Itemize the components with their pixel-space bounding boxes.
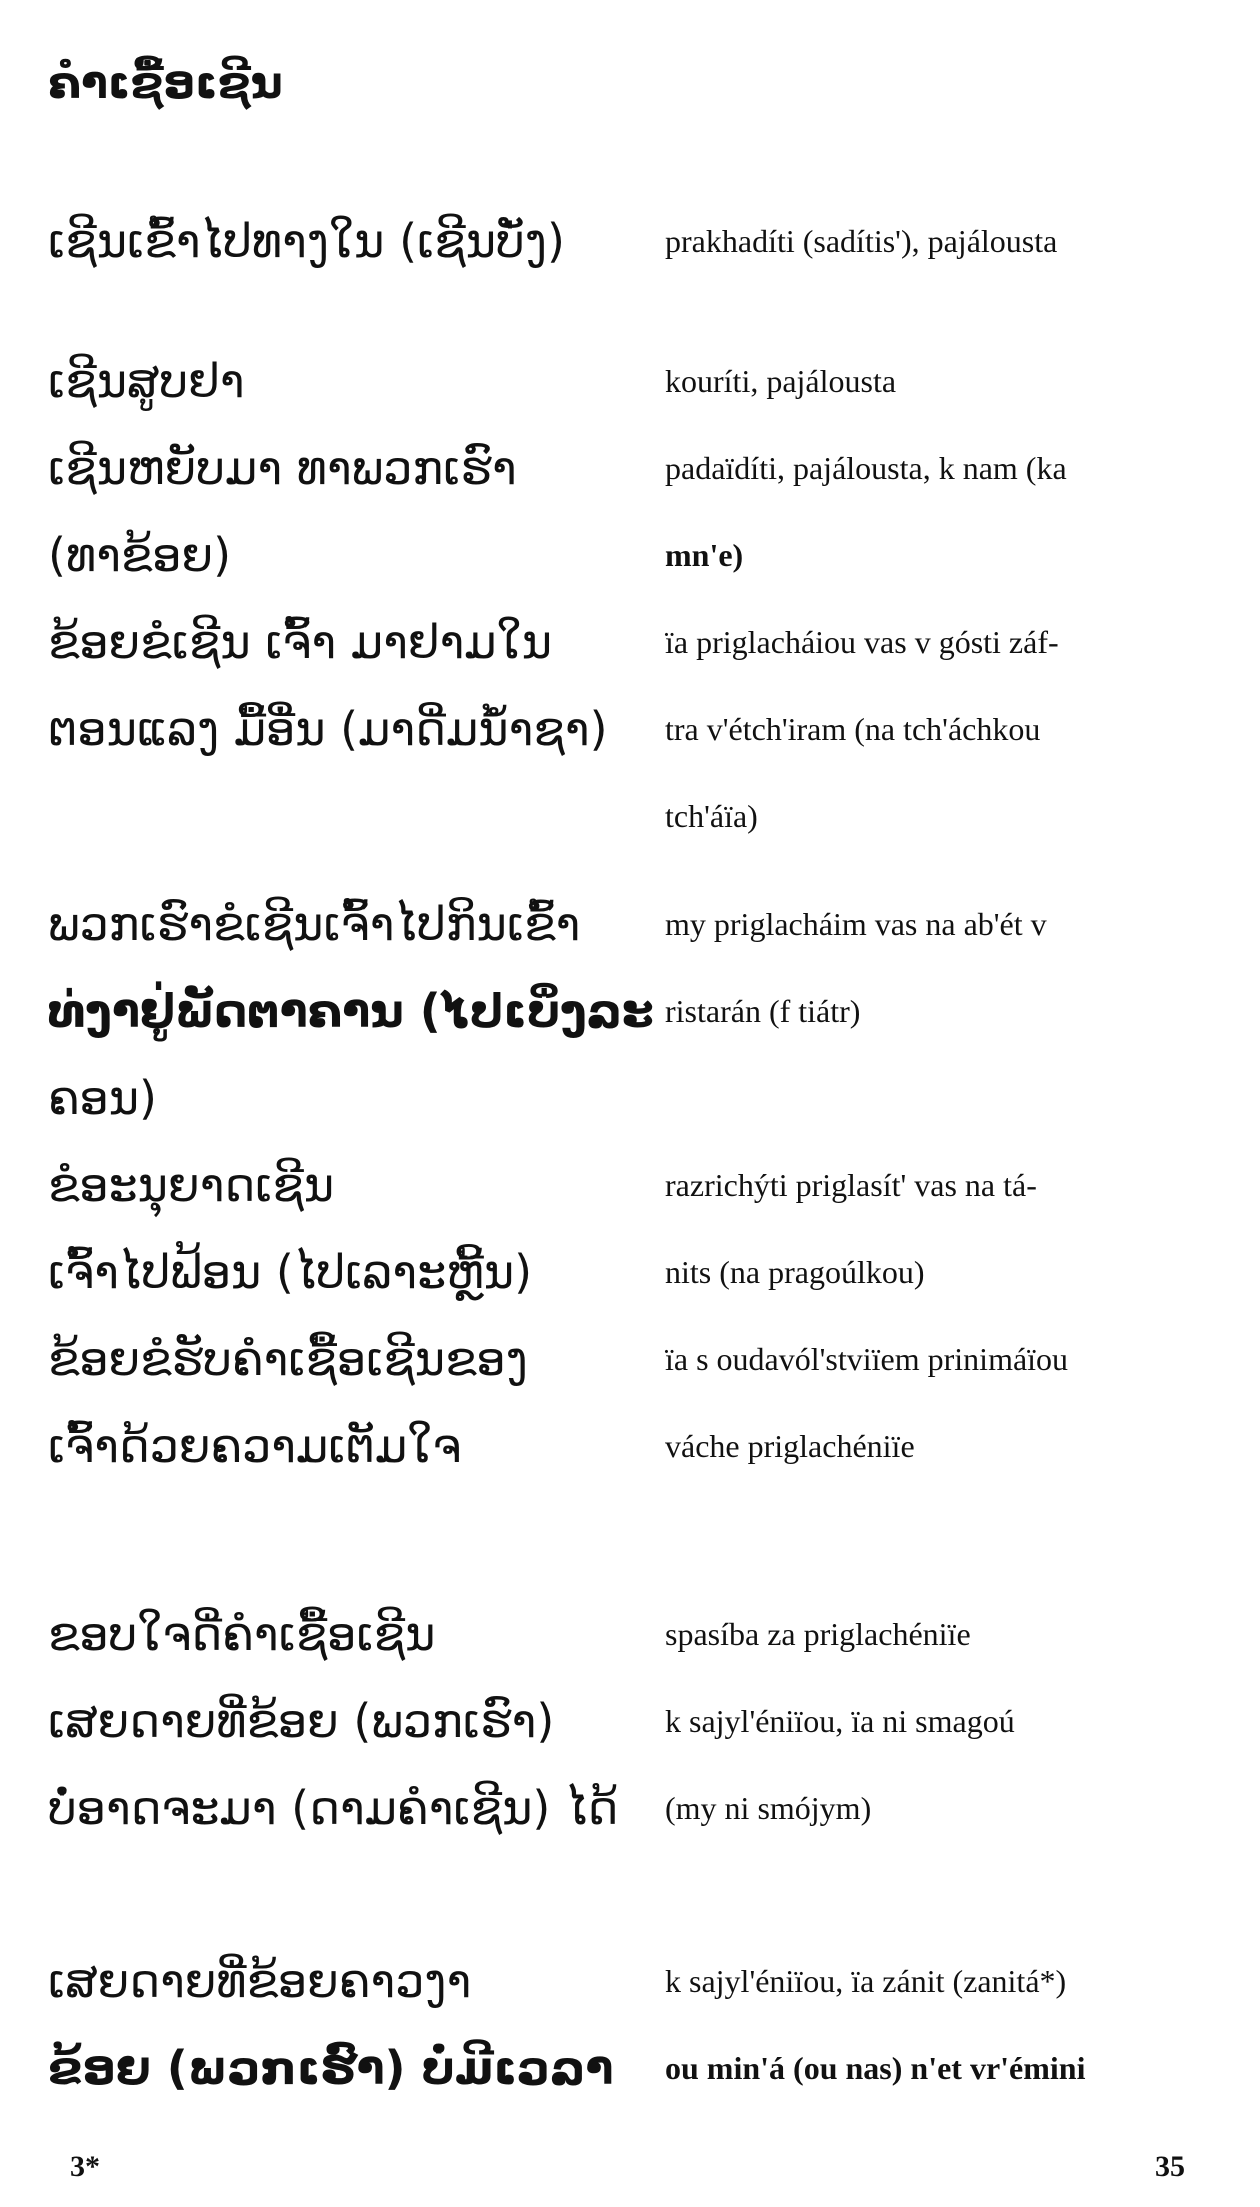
russian-translit: (my ni smójym) (665, 1790, 872, 1826)
phrase-row (0, 1685, 1260, 1757)
phrase-row (0, 1149, 1260, 1221)
phrase-row (0, 1236, 1260, 1308)
phrase-row (0, 1062, 1260, 1134)
russian-translit: padaïdíti, pajálousta, k nam (ka (665, 450, 1067, 486)
lao-phrase: ຂ້ອຍຂໍຮັບຄຳເຊື້ອເຊີນຂອງ (48, 1332, 528, 1386)
signature-mark: 3* (70, 2150, 100, 2183)
lao-phrase: ຂ້ອຍຂໍເຊີນ ເຈົ້າ ມາຢາມໃນ (48, 615, 553, 669)
phrase-row (0, 693, 1260, 765)
russian-translit: ïa s oudavól'stviïem prinimáïou (665, 1341, 1069, 1377)
lao-phrase: ບໍ່ອາດຈະມາ (ດາມຄຳເຊີນ) ໄດ້ (48, 1781, 619, 1835)
lao-phrase: ເຈົ້າດ້ວຍຄວາມເຕັມໃຈ (48, 1419, 462, 1473)
phrase-row (0, 345, 1260, 417)
phrase-row (0, 975, 1260, 1047)
russian-translit: ïa priglacháiou vas v gósti záf- (665, 624, 1059, 660)
phrase-row (0, 432, 1260, 504)
russian-translit: tch'áïa) (665, 798, 758, 834)
lao-phrase: ພວກເຮົາຂໍເຊີນເຈົ້າໄປກິນເຂົ້າ (48, 897, 581, 951)
russian-translit: k sajyl'éniïou, ïa zánit (zanitá*) (665, 1963, 1067, 1999)
lao-phrase: ເຊີນຫຍັບມາ ທາພວກເຮົາ (48, 441, 517, 495)
lao-phrase: ເຊີນເຂົ້າໄປທາງໃນ (ເຊີນບັ່ງ) (48, 214, 565, 268)
russian-translit: kouríti, pajálousta (665, 363, 897, 399)
lao-phrase: ເສຍດາຍທີ່ຂ້ອຍ (ພວກເຮົາ) (48, 1694, 555, 1748)
lao-phrase: ຂອບໃຈດີ່ຄຳເຊື້ອເຊີນ (48, 1607, 436, 1661)
phrase-row (0, 1323, 1260, 1395)
russian-translit: spasíba za priglachéniïe (665, 1616, 971, 1652)
russian-translit: k sajyl'éniïou, ïa ni smagoú (665, 1703, 1015, 1739)
russian-translit: prakhadíti (sadítis'), pajálousta (665, 223, 1058, 259)
russian-translit: tra v'étch'iram (na tch'áchkou (665, 711, 1041, 747)
phrase-row (0, 519, 1260, 591)
phrase-row (0, 780, 1260, 852)
phrase-row (0, 205, 1260, 277)
phrase-row (0, 1598, 1260, 1670)
russian-translit: mn'e) (665, 537, 744, 573)
russian-translit: razrichýti priglasít' vas na tá- (665, 1167, 1037, 1203)
phrase-row (0, 1945, 1260, 2017)
russian-translit: my priglacháim vas na ab'ét v (665, 906, 1047, 942)
phrase-row (0, 1410, 1260, 1482)
russian-translit: nits (na pragoúlkou) (665, 1254, 925, 1290)
phrase-row (0, 606, 1260, 678)
lao-phrase: ຂໍອະນຸຍາດເຊີນ (48, 1158, 335, 1212)
russian-translit: ristarán (f tiátr) (665, 993, 861, 1029)
phrase-row (0, 1772, 1260, 1844)
phrase-row (0, 888, 1260, 960)
page-number: 35 (1155, 2150, 1185, 2183)
lao-phrase: ຄອນ) (48, 1071, 158, 1125)
section-heading: ຄຳເຊື້ອເຊີນ (48, 58, 283, 109)
phrase-row (0, 2032, 1260, 2104)
lao-phrase: ເສຍດາຍທີ່ຂ້ອຍຄາວງາ (48, 1954, 472, 2008)
lao-phrase: (ທາຂ້ອຍ) (48, 528, 232, 582)
russian-translit: ou min'á (ou nas) n'et vr'émini (665, 2050, 1086, 2086)
lao-phrase: ທ່ງາຢູ່ພັດຕາຄານ (ໄປເບິ່ງລະ (48, 984, 654, 1038)
lao-phrase: ຕອນແລງ ມື້ອື່ນ (ມາດີ່ມນ້ຳຊາ) (48, 702, 608, 756)
russian-translit: váche priglachéniïe (665, 1428, 915, 1464)
lao-phrase: ຂ້ອຍ (ພວກເຮົາ) ບໍ່ມີເວລາ (48, 2041, 614, 2095)
lao-phrase: ເຊີນສູບຢາ (48, 354, 245, 408)
lao-phrase: ເຈົ້າໄປຟ້ອນ (ໄປເລາະຫຼີ້ນ) (48, 1245, 533, 1299)
